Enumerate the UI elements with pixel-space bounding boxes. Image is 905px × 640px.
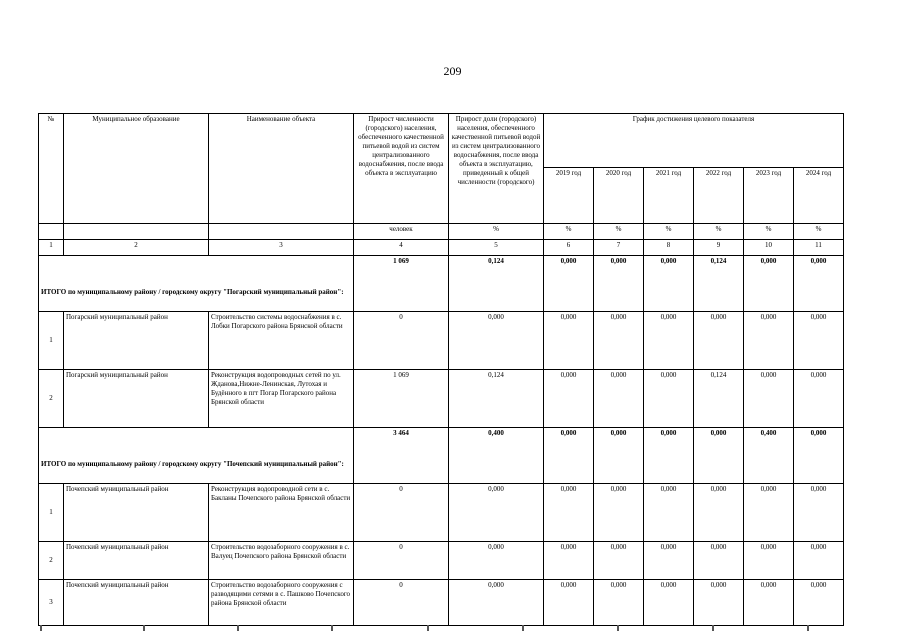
year-value: 0,000: [694, 484, 744, 542]
year-value: 0,000: [594, 370, 644, 428]
municipality-name: Почепский муниципальный район: [64, 542, 209, 580]
year-value: 0,000: [594, 580, 644, 626]
row-number: 2: [39, 542, 64, 580]
total-year-value: 0,124: [694, 256, 744, 312]
year-value: 0,000: [744, 484, 794, 542]
unit-pct: %: [544, 224, 594, 240]
object-name: Строительство водозаборного сооружения с разводящими сетями в с. Пашково Почепского района Брянской области: [209, 580, 354, 626]
col-number: 11: [794, 240, 844, 256]
total-year-value: 0,000: [644, 428, 694, 484]
header-pop-growth: Прирост численности (городского) населения, обеспеченного качественной питьевой водой из систем централизованного водоснабжения, после ввода объекта в эксплуатацию: [354, 114, 449, 224]
total-year-value: 0,000: [544, 256, 594, 312]
col-number: 6: [544, 240, 594, 256]
year-value: 0,000: [694, 542, 744, 580]
share-value: 0,124: [449, 370, 544, 428]
col-number: 8: [644, 240, 694, 256]
year-value: 0,000: [544, 542, 594, 580]
year-value: 0,000: [544, 370, 594, 428]
total-year-value: 0,000: [794, 428, 844, 484]
header-year: 2019 год: [544, 168, 594, 224]
row-number: 1: [39, 484, 64, 542]
unit-people: человек: [354, 224, 449, 240]
pop-value: 1 069: [354, 370, 449, 428]
total-label: ИТОГО по муниципальному району / городскому округу "Погарский муниципальный район":: [39, 256, 354, 312]
total-year-value: 0,000: [544, 428, 594, 484]
year-value: 0,000: [644, 542, 694, 580]
pop-value: 0: [354, 580, 449, 626]
year-value: 0,000: [644, 370, 694, 428]
table-row: [39, 312, 844, 370]
header-num: №: [39, 114, 64, 224]
table-row: [39, 542, 844, 580]
object-name: Строительство водозаборного сооружения в с. Валуец Почепского района Брянской области: [209, 542, 354, 580]
year-value: 0,000: [594, 312, 644, 370]
year-value: 0,000: [594, 542, 644, 580]
table-row: [39, 580, 844, 626]
municipality-name: Погарский муниципальный район: [64, 370, 209, 428]
municipality-name: Почепский муниципальный район: [64, 484, 209, 542]
table-row: [39, 370, 844, 428]
col-number: 9: [694, 240, 744, 256]
total-year-value: 0,000: [644, 256, 694, 312]
year-value: 0,124: [694, 370, 744, 428]
target-indicator-table: [38, 113, 844, 626]
year-value: 0,000: [794, 542, 844, 580]
header-year: 2023 год: [744, 168, 794, 224]
total-label: ИТОГО по муниципальному району / городскому округу "Почепский муниципальный район":: [39, 428, 354, 484]
total-year-value: 0,000: [744, 256, 794, 312]
unit-pct: %: [744, 224, 794, 240]
year-value: 0,000: [794, 312, 844, 370]
year-value: 0,000: [544, 580, 594, 626]
page-number: 209: [443, 64, 462, 78]
year-value: 0,000: [744, 580, 794, 626]
pop-value: 0: [354, 484, 449, 542]
total-row: [39, 256, 844, 312]
col-number: 3: [209, 240, 354, 256]
total-year-value: 0,000: [794, 256, 844, 312]
object-name: Реконструкция водопроводных сетей по ул. Жданова,Нижне-Ленинская, Лутохая и Будённого в пгт Погар Погарского района Брянской области: [209, 370, 354, 428]
pop-value: 0: [354, 542, 449, 580]
col-number: 5: [449, 240, 544, 256]
table-row: [39, 484, 844, 542]
object-name: Строительство системы водоснабжения в с. Лобки Погарского района Брянской области: [209, 312, 354, 370]
total-year-value: 0,000: [694, 428, 744, 484]
header-year: 2021 год: [644, 168, 694, 224]
year-value: 0,000: [544, 484, 594, 542]
year-value: 0,000: [694, 312, 744, 370]
year-value: 0,000: [644, 312, 694, 370]
share-value: 0,000: [449, 484, 544, 542]
col-number: 2: [64, 240, 209, 256]
year-value: 0,000: [744, 312, 794, 370]
year-value: 0,000: [794, 484, 844, 542]
total-row: [39, 428, 844, 484]
unit-pct: %: [594, 224, 644, 240]
col-number: 1: [39, 240, 64, 256]
share-value: 0,000: [449, 542, 544, 580]
year-value: 0,000: [794, 580, 844, 626]
col-number: 4: [354, 240, 449, 256]
share-value: 0,000: [449, 580, 544, 626]
unit-pct: %: [449, 224, 544, 240]
year-value: 0,000: [644, 580, 694, 626]
year-value: 0,000: [794, 370, 844, 428]
total-share: 0,124: [449, 256, 544, 312]
year-value: 0,000: [694, 580, 744, 626]
total-year-value: 0,000: [594, 256, 644, 312]
object-name: Реконструкция водопроводной сети в с. Бакланы Почепского района Брянской области: [209, 484, 354, 542]
header-share-growth: Прирост доли (городского) населения, обеспеченного качественной питьевой водой из систем централизованного водоснабжения, после ввода объекта в эксплуатацию, приведенный к общей численности (городского): [449, 114, 544, 224]
header-year: 2020 год: [594, 168, 644, 224]
header-object: Наименование объекта: [209, 114, 354, 224]
header-year: 2024 год: [794, 168, 844, 224]
unit-pct: %: [644, 224, 694, 240]
total-year-value: 0,400: [744, 428, 794, 484]
year-value: 0,000: [644, 484, 694, 542]
row-number: 3: [39, 580, 64, 626]
col-number: 10: [744, 240, 794, 256]
total-pop: 1 069: [354, 256, 449, 312]
municipality-name: Погарский муниципальный район: [64, 312, 209, 370]
header-municipality: Муниципальное образование: [64, 114, 209, 224]
row-number: 1: [39, 312, 64, 370]
share-value: 0,000: [449, 312, 544, 370]
total-pop: 3 464: [354, 428, 449, 484]
total-year-value: 0,000: [594, 428, 644, 484]
year-value: 0,000: [544, 312, 594, 370]
header-schedule: График достижения целевого показателя: [544, 114, 844, 168]
municipality-name: Почепский муниципальный район: [64, 580, 209, 626]
header-year: 2022 год: [694, 168, 744, 224]
total-share: 0,400: [449, 428, 544, 484]
year-value: 0,000: [744, 370, 794, 428]
unit-pct: %: [694, 224, 744, 240]
unit-pct: %: [794, 224, 844, 240]
row-number: 2: [39, 370, 64, 428]
year-value: 0,000: [594, 484, 644, 542]
pop-value: 0: [354, 312, 449, 370]
year-value: 0,000: [744, 542, 794, 580]
col-number: 7: [594, 240, 644, 256]
